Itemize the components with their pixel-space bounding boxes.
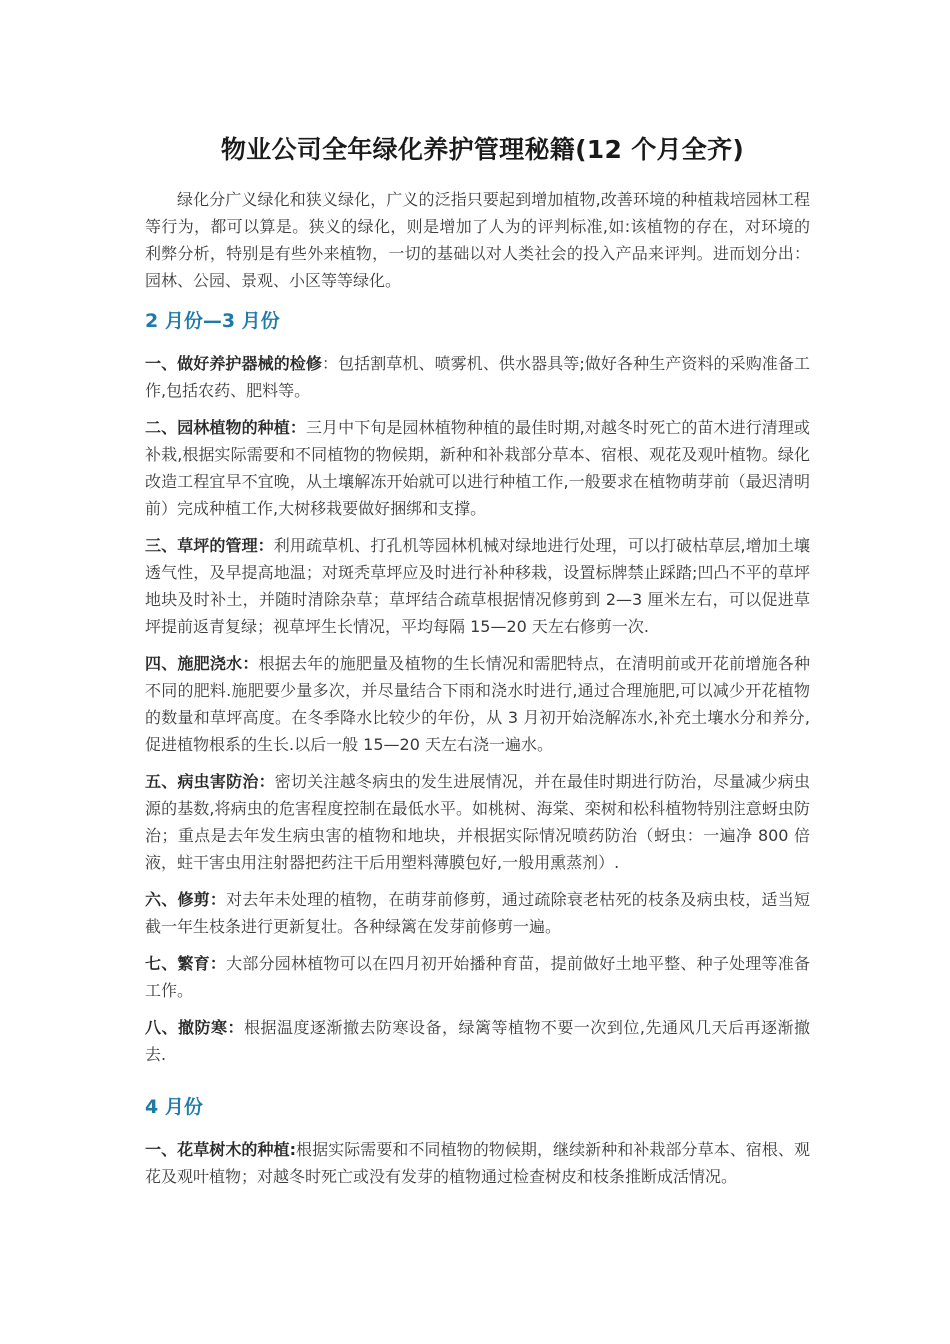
item-text: 根据去年的施肥量及植物的生长情况和需肥特点，在清明前或开花前增施各种不同的肥料.施肥要少量多次，并尽量结合下雨和浇水时进行,通过合理施肥,可以减少开花植物的数量和草坪高度。在冬季降水比较少的年份，从 3 月初开始浇解冻水,补充土壤水分和养分,促进植物根系的生长.以后一般 15—20 天左右浇一遍水。 [145,654,810,754]
list-item [145,1014,810,1068]
item-title: 六、修剪： [145,890,227,909]
list-item [145,768,810,876]
item-title: 七、繁育： [145,954,227,973]
intro-paragraph: 绿化分广义绿化和狭义绿化，广义的泛指只要起到增加植物,改善环境的种植栽培园林工程等行为，都可以算是。狭义的绿化，则是增加了人为的评判标准,如:该植物的存在，对环境的利弊分析，特别是有些外来植物，一切的基础以对人类社会的投入产品来评判。进而划分出：园林、公园、景观、小区等等绿化。 [145,190,810,290]
list-item [145,350,810,404]
list-item [145,950,810,1004]
item-text: 大部分园林植物可以在四月初开始播种育苗，提前做好土地平整、种子处理等准备工作。 [145,954,810,1000]
list-item [145,650,810,758]
item-text: ：包括割草机、喷雾机、供水器具等;做好各种生产资料的采购准备工作,包括农药、肥料等。 [145,354,810,400]
item-title: 四、施肥浇水： [145,654,259,673]
item-text: 根据温度逐渐撤去防寒设备，绿篱等植物不要一次到位,先通风几天后再逐渐撤去. [145,1018,810,1064]
item-title: 一、花草树木的种植: [145,1140,296,1159]
item-title: 五、病虫害防治： [145,772,275,791]
section-heading-april: 4 月份 [145,1096,203,1118]
section-divider [145,1078,810,1092]
item-title: 一、做好养护器械的检修 [145,354,322,373]
document-title: 物业公司全年绿化养护管理秘籍(12 个月全齐) [220,135,745,164]
item-title: 八、撤防寒： [145,1018,244,1037]
item-text: 根据实际需要和不同植物的物候期，继续新种和补栽部分草本、宿根、观花及观叶植物；对越冬时死亡或没有发芽的植物通过检查树皮和枝条推断成活情况。 [145,1140,810,1186]
list-item [145,532,810,640]
list-item [145,414,810,522]
item-title: 二、园林植物的种植： [145,418,306,437]
list-item [145,886,810,940]
item-text: 三月中下旬是园林植物种植的最佳时期,对越冬时死亡的苗木进行清理或补栽,根据实际需要和不同植物的物候期，新种和补栽部分草本、宿根、观花及观叶植物。绿化改造工程宜早不宜晚，从土壤解冻开始就可以进行种植工作,一般要求在植物萌芽前（最迟清明前）完成种植工作,大树移栽要做好捆绑和支撑。 [145,418,810,518]
item-text: 密切关注越冬病虫的发生进展情况，并在最佳时期进行防治，尽量减少病虫源的基数,将病虫的危害程度控制在最低水平。如桃树、海棠、栾树和松科植物特别注意蚜虫防治；重点是去年发生病虫害的植物和地块，并根据实际情况喷药防治（蚜虫：一遍净 800 倍液，蛀干害虫用注射器把药注干后用塑料薄膜包好,一般用熏蒸剂）. [145,772,810,872]
item-text: 对去年未处理的植物，在萌芽前修剪，通过疏除衰老枯死的枝条及病虫枝，适当短截一年生枝条进行更新复壮。各种绿篱在发芽前修剪一遍。 [145,890,810,936]
item-text: 利用疏草机、打孔机等园林机械对绿地进行处理，可以打破枯草层,增加土壤透气性，及早提高地温；对斑秃草坪应及时进行补种移栽，设置标牌禁止踩踏;凹凸不平的草坪地块及时补土，并随时清除杂草；草坪结合疏草根据情况修剪到 2—3 厘米左右，可以促进草坪提前返青复绿；视草坪生长情况，平均每隔 15—20 天左右修剪一次. [145,536,810,636]
list-item [145,1136,810,1190]
item-title: 三、草坪的管理： [145,536,274,555]
section-heading-feb-mar: 2 月份—3 月份 [145,310,280,332]
